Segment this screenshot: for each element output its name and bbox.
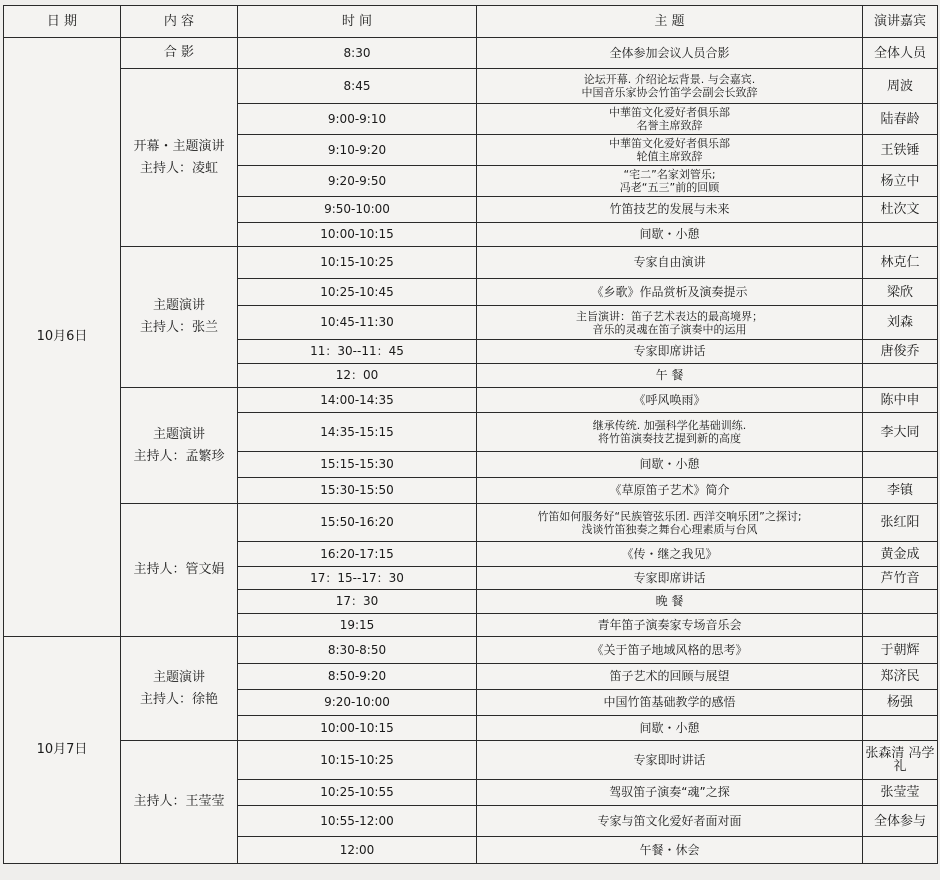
topic-cell [477,716,863,741]
speaker-cell: 张莹莹 [863,780,938,806]
speaker-cell: 陈中申 [863,388,938,413]
topic-line: 午 餐 [655,368,684,382]
topic-line: 音乐的灵魂在笛子演奏中的运用 [592,322,747,336]
time-cell: 12：00 [238,364,477,388]
time-cell: 8:30 [238,38,477,69]
session-line: 主题演讲 [152,426,205,442]
time-cell: 15:50-16:20 [238,504,477,542]
col-header-speaker: 演讲嘉宾 [863,6,938,38]
speaker-cell: 全体人员 [863,38,938,69]
topic-cell [477,340,863,364]
speaker-cell [863,614,938,637]
speaker-cell [863,364,938,388]
topic-line: 专家即时讲话 [633,752,706,767]
header-row [4,6,938,38]
topic-cell [477,664,863,690]
topic-line: 中国音乐家协会竹笛学会副会长致辞 [581,86,758,99]
time-cell: 9:00-9:10 [238,104,477,135]
topic-line: 《传・继之我见》 [621,546,718,561]
speaker-cell: 李大同 [863,413,938,452]
session-line: 合 影 [163,45,195,60]
topic-cell [477,567,863,590]
col-header-topic: 主 题 [477,6,863,38]
topic-line: 主旨演讲：笛子艺术表达的最高境界； [576,309,763,323]
session-cell [121,247,238,388]
topic-line: 论坛开幕. 介绍论坛背景. 与会嘉宾. [583,73,756,86]
topic-line: 专家与笛文化爱好者面对面 [597,813,742,828]
table-row [4,637,938,664]
time-cell: 10:25-10:45 [238,279,477,306]
time-cell: 8:30-8:50 [238,637,477,664]
speaker-cell [863,223,938,247]
speaker-cell: 郑济民 [863,664,938,690]
speaker-cell: 张红阳 [863,504,938,542]
topic-line: 间歇・小憩 [639,227,700,241]
topic-line: 午餐・休会 [639,842,700,857]
topic-line: 间歇・小憩 [639,457,700,471]
time-cell: 10:00-10:15 [238,223,477,247]
session-line: 主题演讲 [152,298,205,313]
speaker-cell [863,590,938,614]
topic-cell [477,104,863,135]
topic-line: 竹笛技艺的发展与未来 [609,202,730,216]
schedule-body [4,38,938,864]
table-row [4,741,938,780]
speaker-cell: 于朝辉 [863,637,938,664]
time-cell: 9:20-9:50 [238,166,477,197]
session-cell [121,637,238,741]
topic-line: 名誉主席致辞 [636,119,703,132]
time-cell: 9:20-10:00 [238,690,477,716]
session-line: 主持人：凌虹 [139,160,218,176]
schedule-table [3,5,938,864]
session-line: 主持人：徐艳 [139,691,218,707]
topic-line: 全体参加会议人员合影 [609,45,730,60]
speaker-cell: 杨立中 [863,166,938,197]
speaker-cell: 林克仁 [863,247,938,279]
topic-cell [477,38,863,69]
topic-cell [477,637,863,664]
time-cell: 10:15-10:25 [238,247,477,279]
speaker-cell: 全体参与 [863,806,938,837]
speaker-cell: 陆春龄 [863,104,938,135]
topic-line: 《呼风唤雨》 [633,392,706,407]
time-cell: 16:20-17:15 [238,542,477,567]
speaker-cell: 李镇 [863,478,938,504]
speaker-cell: 梁欣 [863,279,938,306]
topic-cell [477,306,863,340]
topic-line: 专家自由演讲 [633,255,706,269]
time-cell: 17：30 [238,590,477,614]
time-cell: 10:25-10:55 [238,780,477,806]
time-cell: 10:45-11:30 [238,306,477,340]
time-cell: 14:00-14:35 [238,388,477,413]
topic-cell [477,135,863,166]
time-cell: 9:50-10:00 [238,197,477,223]
topic-cell [477,166,863,197]
col-header-time: 时 间 [238,6,477,38]
topic-line: 《乡歌》作品赏析及演奏提示 [591,284,748,299]
date-cell: 10月6日 [4,38,121,637]
topic-line: 专家即席讲话 [633,344,706,358]
session-cell [121,388,238,504]
topic-line: 晚 餐 [655,594,684,608]
time-cell: 9:10-9:20 [238,135,477,166]
topic-line: 中華笛文化爱好者俱乐部 [609,137,730,150]
topic-cell [477,478,863,504]
topic-line: 轮值主席致辞 [636,150,703,163]
table-row [4,38,938,69]
topic-cell [477,504,863,542]
time-cell: 8:50-9:20 [238,664,477,690]
topic-cell [477,69,863,104]
topic-line: 笛子艺术的回顾与展望 [609,669,730,683]
topic-line: 冯老“五三”前的回顾 [619,181,720,194]
table-row [4,388,938,413]
topic-cell [477,452,863,478]
time-cell: 11：30--11：45 [238,340,477,364]
topic-cell [477,614,863,637]
session-cell [121,741,238,864]
session-line: 主题演讲 [152,669,205,685]
topic-line: 浅谈竹笛独奏之舞台心理素质与台风 [581,522,758,536]
topic-line: 《关于笛子地域风格的思考》 [591,642,748,657]
speaker-cell [863,452,938,478]
speaker-cell: 唐俊乔 [863,340,938,364]
speaker-cell: 刘森 [863,306,938,340]
topic-line: 专家即席讲话 [633,570,706,585]
time-cell: 17：15--17：30 [238,567,477,590]
topic-line: “宅二”名家刘管乐; [623,168,716,181]
table-row [4,504,938,542]
topic-cell [477,837,863,864]
session-line: 主持人：王莹莹 [133,794,225,809]
session-cell [121,504,238,637]
topic-line: 《草原笛子艺术》简介 [609,483,730,497]
session-line: 主持人：张兰 [139,320,218,335]
topic-line: 驾驭笛子演奏“魂”之探 [609,785,730,799]
speaker-cell: 王铁锤 [863,135,938,166]
topic-cell [477,542,863,567]
topic-line: 青年笛子演奏家专场音乐会 [597,617,742,632]
speaker-cell [863,837,938,864]
speaker-cell [863,716,938,741]
topic-line: 将竹笛演奏技艺提到新的高度 [598,432,741,445]
date-cell: 10月7日 [4,637,121,864]
topic-cell [477,741,863,780]
speaker-cell: 张森清 冯学礼 [863,741,938,780]
session-cell [121,69,238,247]
time-cell: 12:00 [238,837,477,864]
speaker-cell: 黄金成 [863,542,938,567]
topic-line: 继承传统. 加强科学化基础训练. [592,419,747,432]
col-header-date: 日 期 [4,6,121,38]
topic-cell [477,247,863,279]
topic-cell [477,590,863,614]
speaker-cell: 杜次文 [863,197,938,223]
time-cell: 19:15 [238,614,477,637]
topic-cell [477,690,863,716]
topic-line: 竹笛如何服务好“民族管弦乐团. 西洋交响乐团”之探讨; [537,509,802,523]
time-cell: 15:30-15:50 [238,478,477,504]
table-row [4,69,938,104]
topic-cell [477,780,863,806]
topic-cell [477,388,863,413]
time-cell: 14:35-15:15 [238,413,477,452]
topic-line: 中華笛文化爱好者俱乐部 [609,106,730,119]
topic-line: 中国竹笛基础教学的感悟 [603,695,736,709]
session-cell [121,38,238,69]
speaker-cell: 杨强 [863,690,938,716]
topic-line: 间歇・小憩 [639,720,700,735]
session-line: 开幕・主题演讲 [133,138,225,154]
time-cell: 15:15-15:30 [238,452,477,478]
topic-cell [477,413,863,452]
session-line: 主持人：管文娟 [133,562,225,577]
topic-cell [477,223,863,247]
time-cell: 10:15-10:25 [238,741,477,780]
speaker-cell: 周波 [863,69,938,104]
speaker-cell: 芦竹音 [863,567,938,590]
time-cell: 10:55-12:00 [238,806,477,837]
time-cell: 10:00-10:15 [238,716,477,741]
col-header-content: 内 容 [121,6,238,38]
time-cell: 8:45 [238,69,477,104]
topic-cell [477,197,863,223]
table-row [4,247,938,279]
topic-cell [477,364,863,388]
topic-cell [477,279,863,306]
topic-cell [477,806,863,837]
session-line: 主持人：孟繁珍 [133,448,225,464]
